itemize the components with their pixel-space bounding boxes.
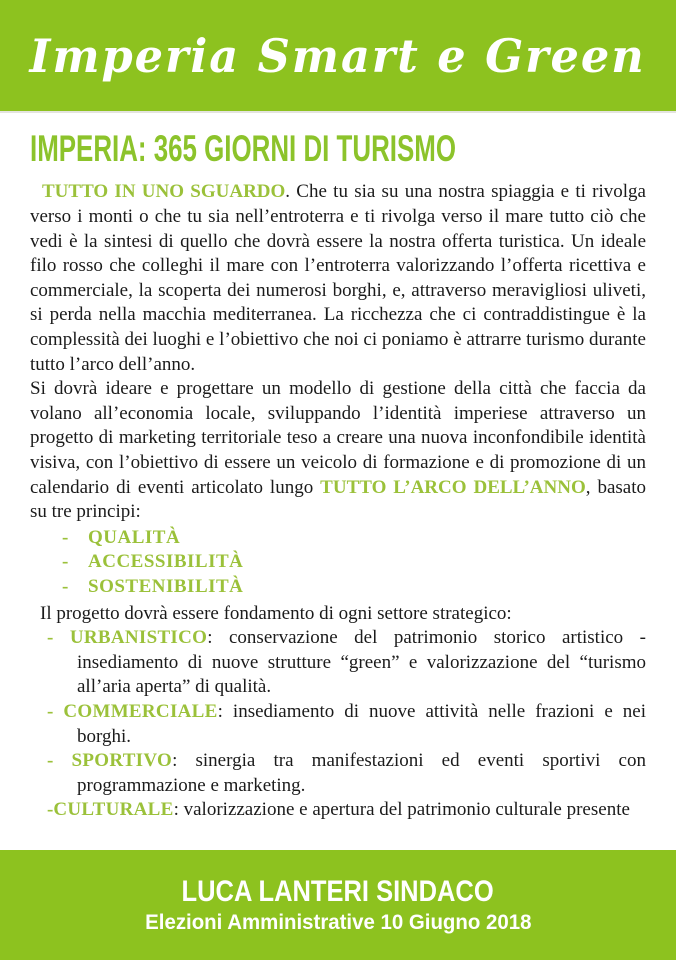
sector-label: COMMERCIALE (63, 700, 218, 722)
page-title-text: IMPERIA: 365 GIORNI DI TURISMO (30, 128, 456, 169)
sector-label: SPORTIVO (71, 750, 173, 772)
principle-item (30, 575, 646, 600)
election-info: Elezioni Amministrative 10 Giugno 2018 (144, 910, 532, 934)
bullet-dash: - (47, 627, 54, 649)
sector-item (30, 798, 646, 823)
sector-item (30, 700, 646, 749)
lead-phrase: TUTTO IN UNO SGUARDO (42, 181, 286, 203)
sectors-list (30, 626, 646, 823)
footer-banner (0, 850, 676, 960)
sectors-intro: Il progetto dovrà essere fondamento di ogni settore strategico: (40, 602, 512, 624)
sector-item (30, 626, 646, 700)
intro-paragraph-text: . Che tu sia su una nostra spiaggia e ti rivolga verso i monti o che tu sia nell’entroterra e ti rivolga verso il mare tutto ciò che vedi è la sintesi di quello che dovrà essere la nostra offerta turistica. Un ideale filo rosso che colleghi il mare con l’entroterra valorizzando l’offerta ricettiva e commerciale, la scoperta dei numerosi borghi, e, attraverso meravigliosi uliveti, si perda nella macchia mediterranea. La ricchezza che ci contraddistingue è la complessità dei luoghi e l’obiettivo che noi ci poniamo è attrarre turismo durante tutto l’arco dell’anno. (30, 181, 646, 375)
brand-script-text: Imperia Smart e Green (29, 28, 647, 83)
flyer-body (0, 113, 676, 850)
bullet-dash: - (47, 750, 54, 772)
candidate-line (154, 875, 521, 909)
principle-label: QUALITÀ (88, 526, 181, 548)
sector-label: URBANISTICO (69, 627, 208, 649)
bullet-dash: - (62, 526, 69, 548)
candidate-name: LUCA LANTERI SINDACO (181, 875, 495, 908)
bullet-dash: - (62, 551, 69, 573)
sector-label: CULTURALE (53, 799, 174, 821)
highlight-phrase: TUTTO L’ARCO DELL’ANNO (320, 476, 586, 498)
principles-list (30, 526, 646, 600)
principle-label: SOSTENIBILITÀ (88, 575, 244, 597)
article-text (30, 180, 646, 822)
intro-paragraph (30, 180, 646, 377)
sector-text: : valorizzazione e apertura del patrimonio culturale presente (173, 799, 630, 821)
sector-text: : sinergia tra manifestazioni ed eventi sportivi con programmazione e marketing. (77, 750, 646, 796)
election-line (135, 910, 542, 935)
bullet-dash: - (47, 799, 54, 821)
vision-paragraph-text: Si dovrà ideare e progettare un modello di gestione della città che faccia da volano all’economia locale, sviluppando l’identità imperiese attraverso un progetto di marketing territoriale teso a creare una nuova inconfondibile identità visiva, con l’obiettivo di essere un veicolo di formazione e di promozione di un calendario di eventi articolato lungo (30, 378, 646, 498)
principle-item (30, 550, 646, 575)
header-banner (0, 0, 676, 113)
vision-paragraph (30, 377, 646, 525)
bullet-dash: - (62, 575, 69, 597)
page-title (30, 128, 646, 169)
principle-label: ACCESSIBILITÀ (88, 551, 244, 573)
bullet-dash: - (47, 700, 54, 722)
sector-item (30, 749, 646, 798)
principle-item (30, 526, 646, 551)
sector-text: : conservazione del patrimonio storico artistico - insediamento di nuove strutture “green” e valorizzazione del “turismo all’aria aperta” di qualità. (77, 627, 646, 698)
vision-paragraph-tail: , basato su tre principi: (30, 476, 647, 523)
sector-text: : insediamento di nuove attività nelle frazioni e nei borghi. (77, 700, 646, 747)
